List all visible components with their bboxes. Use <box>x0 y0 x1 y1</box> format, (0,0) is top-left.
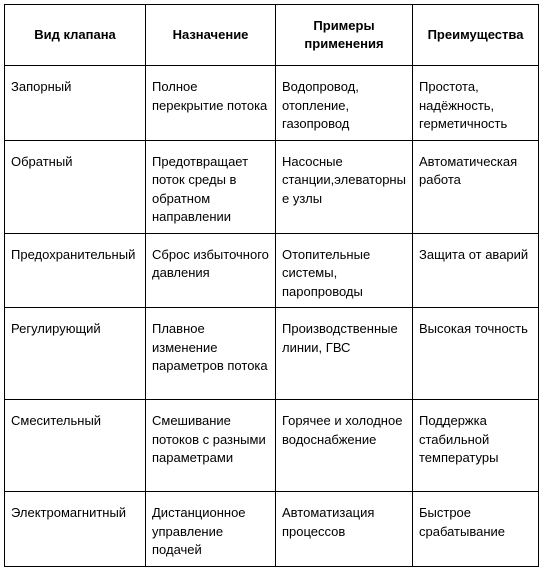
cell-application-examples: Водопровод, отопление, газопровод <box>276 66 413 141</box>
table-row <box>5 66 539 141</box>
cell-advantages: Автоматическая работа <box>413 140 539 233</box>
table-row <box>5 308 539 400</box>
header-purpose: Назначение <box>146 5 276 66</box>
cell-valve-type: Электромагнитный <box>5 492 146 567</box>
cell-application-examples: Отопительные системы, паропроводы <box>276 233 413 308</box>
cell-valve-type: Предохранительный <box>5 233 146 308</box>
cell-valve-type: Регулирующий <box>5 308 146 400</box>
cell-advantages: Поддержка стабильной температуры <box>413 400 539 492</box>
cell-application-examples: Автоматизация процессов <box>276 492 413 567</box>
table-row <box>5 140 539 233</box>
cell-application-examples: Насосные станции,элеваторные узлы <box>276 140 413 233</box>
cell-advantages: Простота, надёжность, герметичность <box>413 66 539 141</box>
valve-types-table-container <box>4 4 538 567</box>
cell-application-examples: Производственные линии, ГВС <box>276 308 413 400</box>
cell-purpose: Смешивание потоков с разными параметрами <box>146 400 276 492</box>
valve-types-table <box>4 4 539 567</box>
cell-purpose: Плавное изменение параметров потока <box>146 308 276 400</box>
cell-advantages: Высокая точность <box>413 308 539 400</box>
cell-valve-type: Смесительный <box>5 400 146 492</box>
table-row <box>5 492 539 567</box>
cell-purpose: Полное перекрытие потока <box>146 66 276 141</box>
cell-purpose: Сброс избыточного давления <box>146 233 276 308</box>
cell-purpose: Предотвращает поток среды в обратном направлении <box>146 140 276 233</box>
header-valve-type: Вид клапана <box>5 5 146 66</box>
cell-advantages: Защита от аварий <box>413 233 539 308</box>
cell-advantages: Быстрое срабатывание <box>413 492 539 567</box>
cell-valve-type: Запорный <box>5 66 146 141</box>
header-application-examples: Примеры применения <box>276 5 413 66</box>
header-advantages: Преимущества <box>413 5 539 66</box>
cell-application-examples: Горячее и холодное водоснабжение <box>276 400 413 492</box>
table-row <box>5 233 539 308</box>
cell-valve-type: Обратный <box>5 140 146 233</box>
cell-purpose: Дистанционное управление подачей <box>146 492 276 567</box>
table-row <box>5 400 539 492</box>
table-header-row <box>5 5 539 66</box>
